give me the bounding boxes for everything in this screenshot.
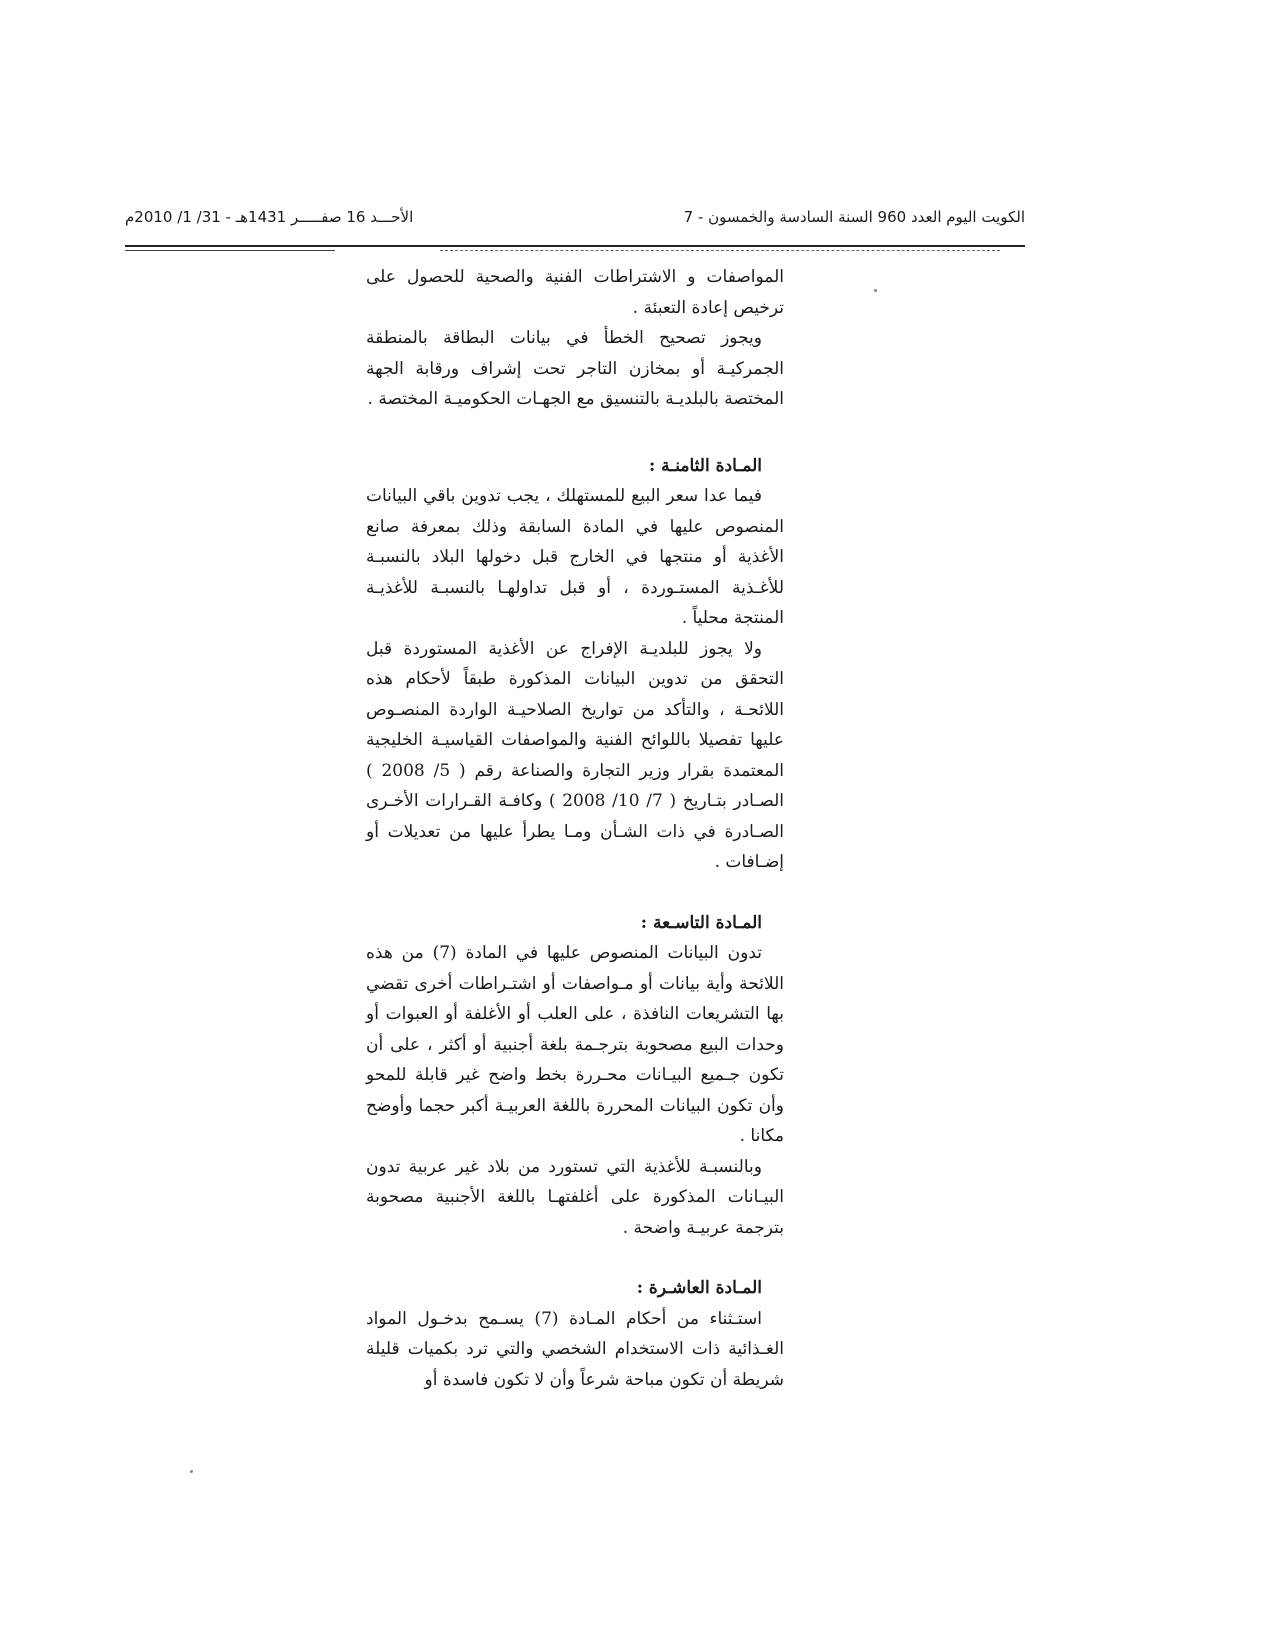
header-rule-dashed bbox=[440, 250, 1000, 251]
publication-info: الكويت اليوم العدد 960 السنة السادسة والخمسون - 7 bbox=[683, 208, 1025, 226]
article-9-paragraph-1: تدون البيانات المنصوص عليها في المادة (7) من هذه اللائحة وأية بيانات أو مـواصفات أو اشتـراطات أخرى تقضي بها التشريعات النافذة ، على العلب أو الأغلفة أو العبوات أو وحدات البيع مصحوبة بترجـمة بلغة أجنبية أو أكثر ، على أن تكون جـميع البيـانات محـررة بخط واضح غير قابلة للمحو وأن تكون البيانات المحررة باللغة العربيـة أكبر حجما وأوضح مكانا . bbox=[366, 943, 784, 1146]
article-10-paragraph-1: استـثناء من أحكام المـادة (7) يسـمح بدخـول المواد الغـذائية ذات الاستخدام الشخصي والتي ترد بكميات قليلة شريطة أن تكون مباحة شرعاً وأن لا تكون فاسدة أو bbox=[366, 1308, 784, 1390]
header-rule bbox=[125, 245, 1025, 247]
section-gap bbox=[366, 1243, 784, 1273]
article-9-paragraph-2: وبالنسبـة للأغذية التي تستورد من بلاد غير عربية تدون البيـانات المذكورة على أغلفتهـا باللغة الأجنبية مصحوبة بترجمة عربيـة واضحة . bbox=[366, 1156, 784, 1238]
intro-paragraph-1: المواصفات و الاشتراطات الفنية والصحية للحصول على ترخيص إعادة التعبئة . bbox=[366, 267, 784, 318]
header-rule-short bbox=[125, 250, 335, 251]
article-8-paragraph-2: ولا يجوز للبلديـة الإفراج عن الأغذية المستوردة قبل التحقق من تدوين البيانات المذكورة طبقاً لأحكام هذه اللائحـة ، والتأكد من تواريخ الصلاحيـة الواردة المنصـوص عليها تفصيلا باللوائح الفنية والمواصفات القياسيـة الخليجية المعتمدة بقرار وزير التجارة والصناعة رقم ( 5/ 2008 ) الصـادر بتـاريخ ( 7/ 10/ 2008 ) وكافـة القـرارات الأخـرى الصـادرة في ذات الشـأن ومـا يطرأ عليها من تعديلات أو إضـافات . bbox=[366, 638, 784, 872]
intro-paragraph-2: ويجوز تصحيح الخطأ في بيانات البطاقة بالمنطقة الجمركيـة أو بمخازن التاجر تحت إشراف ورقابة الجهة المختصة بالبلديـة بالتنسيق مع الجهـات الحكوميـة المختصة . bbox=[366, 328, 784, 409]
scan-speck bbox=[874, 289, 877, 292]
article-8-title: المـادة الثامنـة : bbox=[648, 455, 762, 476]
section-gap bbox=[366, 415, 784, 451]
article-8-paragraph-1: فيما عدا سعر البيع للمستهلك ، يجب تدوين باقي البيانات المنصوص عليها في المادة السابقة وذلك بمعرفة صانع الأغذية أو منتجها في الخارج قبل دخولها البلاد بالنسبـة للأغـذية المستـوردة ، أو قبل تداولهـا بالنسبـة للأغذيـة المنتجة محلياً . bbox=[366, 486, 784, 628]
article-10-title: المـادة العاشـرة : bbox=[636, 1278, 762, 1298]
section-gap bbox=[366, 878, 784, 908]
article-9-title: المـادة التاسـعة : bbox=[640, 912, 762, 933]
scan-speck bbox=[190, 1470, 193, 1473]
issue-date: الأحـــد 16 صفـــــر 1431هـ - 31/ 1/ 2010م bbox=[125, 208, 414, 226]
page-header bbox=[125, 208, 1025, 230]
text-column bbox=[366, 262, 784, 1395]
